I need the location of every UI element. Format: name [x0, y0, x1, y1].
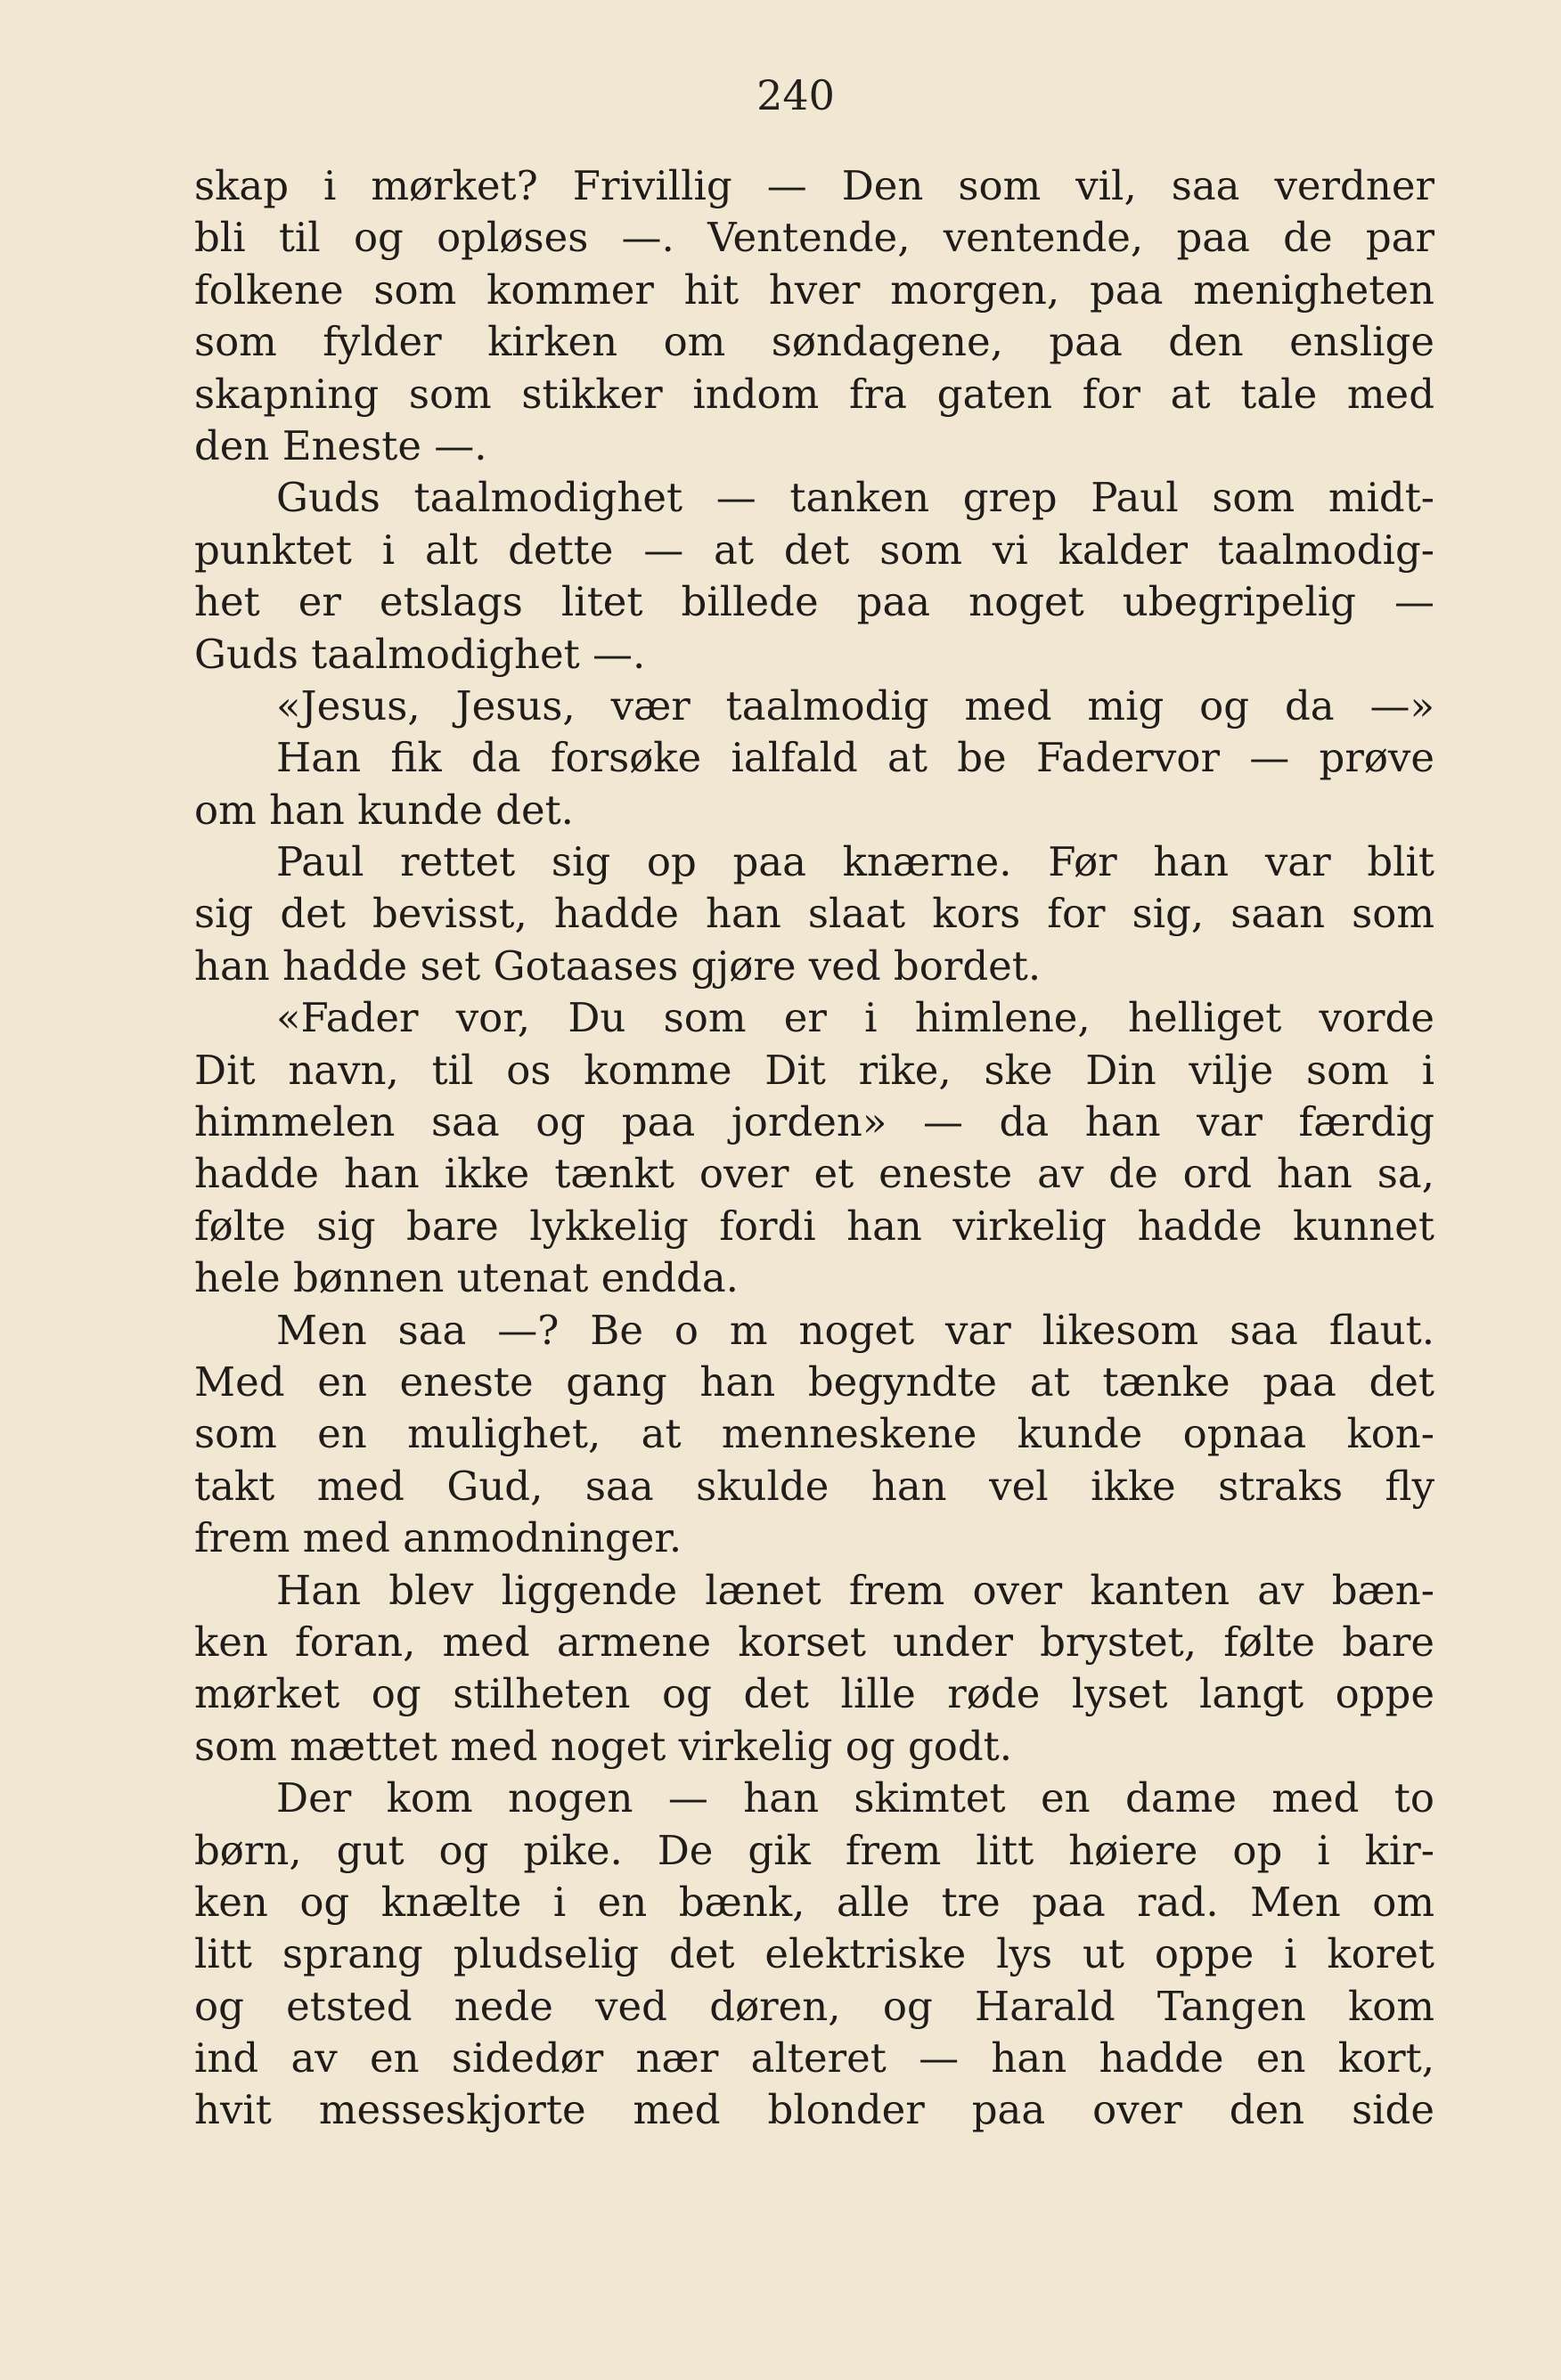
text-line: følte sig bare lykkelig fordi han virkelig hadde kunnet [194, 1202, 1434, 1250]
text-line: Han fik da forsøke ialfald at be Fadervor — prøve [276, 734, 1434, 782]
text-line: bli til og opløses —. Ventende, ventende, paa de par [194, 214, 1434, 262]
text-line: «Jesus, Jesus, vær taalmodig med mig og da —» [276, 681, 1434, 729]
text-line: ken og knælte i en bænk, alle tre paa rad. Men om [194, 1878, 1434, 1926]
text-line: hvit messeskjorte med blonder paa over den side [194, 2086, 1434, 2134]
text-line: ken foran, med armene korset under brystet, følte bare [194, 1618, 1434, 1666]
text-line: ind av en sidedør nær alteret — han hadde en kort, [194, 2034, 1434, 2082]
text-line: Der kom nogen — han skimtet en dame med to [276, 1774, 1434, 1822]
text-line: himmelen saa og paa jorden» — da han var færdig [194, 1098, 1434, 1146]
text-line: Men saa —? Be o m noget var likesom saa flaut. [276, 1306, 1434, 1354]
text-line: litt sprang pludselig det elektriske lys ut oppe i koret [194, 1930, 1434, 1978]
text-line: børn, gut og pike. De gik frem litt høiere op i kir- [194, 1826, 1434, 1874]
text-line: som en mulighet, at menneskene kunde opnaa kon- [194, 1410, 1434, 1458]
body-text [194, 160, 1434, 2137]
text-line: takt med Gud, saa skulde han vel ikke straks fly [194, 1462, 1434, 1510]
text-line: den Eneste —. [194, 421, 487, 469]
text-line: Dit navn, til os komme Dit rike, ske Din vilje som i [194, 1046, 1434, 1094]
text-line: han hadde set Gotaases gjøre ved bordet. [194, 941, 1042, 990]
page-number: 240 [756, 71, 835, 119]
text-line: punktet i alt dette — at det som vi kalder taalmodig- [194, 526, 1434, 574]
text-line: Guds taalmodighet —. [194, 630, 646, 678]
text-line: om han kunde det. [194, 786, 574, 834]
text-line: hele bønnen utenat endda. [194, 1254, 739, 1302]
text-line: skapning som stikker indom fra gaten for at tale med [194, 370, 1434, 418]
text-line: mørket og stilheten og det lille røde lyset langt oppe [194, 1670, 1434, 1718]
text-line: Guds taalmodighet — tanken grep Paul som midt- [276, 474, 1434, 522]
text-line: og etsted nede ved døren, og Harald Tangen kom [194, 1982, 1434, 2030]
text-line: som fylder kirken om søndagene, paa den enslige [194, 318, 1434, 366]
text-line: sig det bevisst, hadde han slaat kors for sig, saan som [194, 890, 1434, 938]
text-line: folkene som kommer hit hver morgen, paa menigheten [194, 265, 1434, 314]
text-line: Med en eneste gang han begyndte at tænke paa det [194, 1357, 1434, 1406]
text-line: hadde han ikke tænkt over et eneste av de ord han sa, [194, 1150, 1434, 1198]
text-line: Han blev liggende lænet frem over kanten av bæn- [276, 1566, 1434, 1614]
text-line: frem med anmodninger. [194, 1514, 682, 1562]
text-line: Paul rettet sig op paa knærne. Før han var blit [276, 838, 1434, 886]
text-line: het er etslags litet billede paa noget ubegripelig — [194, 578, 1434, 626]
text-line: «Fader vor, Du som er i himlene, helliget vorde [276, 994, 1434, 1042]
text-line: som mættet med noget virkelig og godt. [194, 1722, 1013, 1770]
text-line: skap i mørket? Frivillig — Den som vil, saa verdner [194, 162, 1434, 209]
